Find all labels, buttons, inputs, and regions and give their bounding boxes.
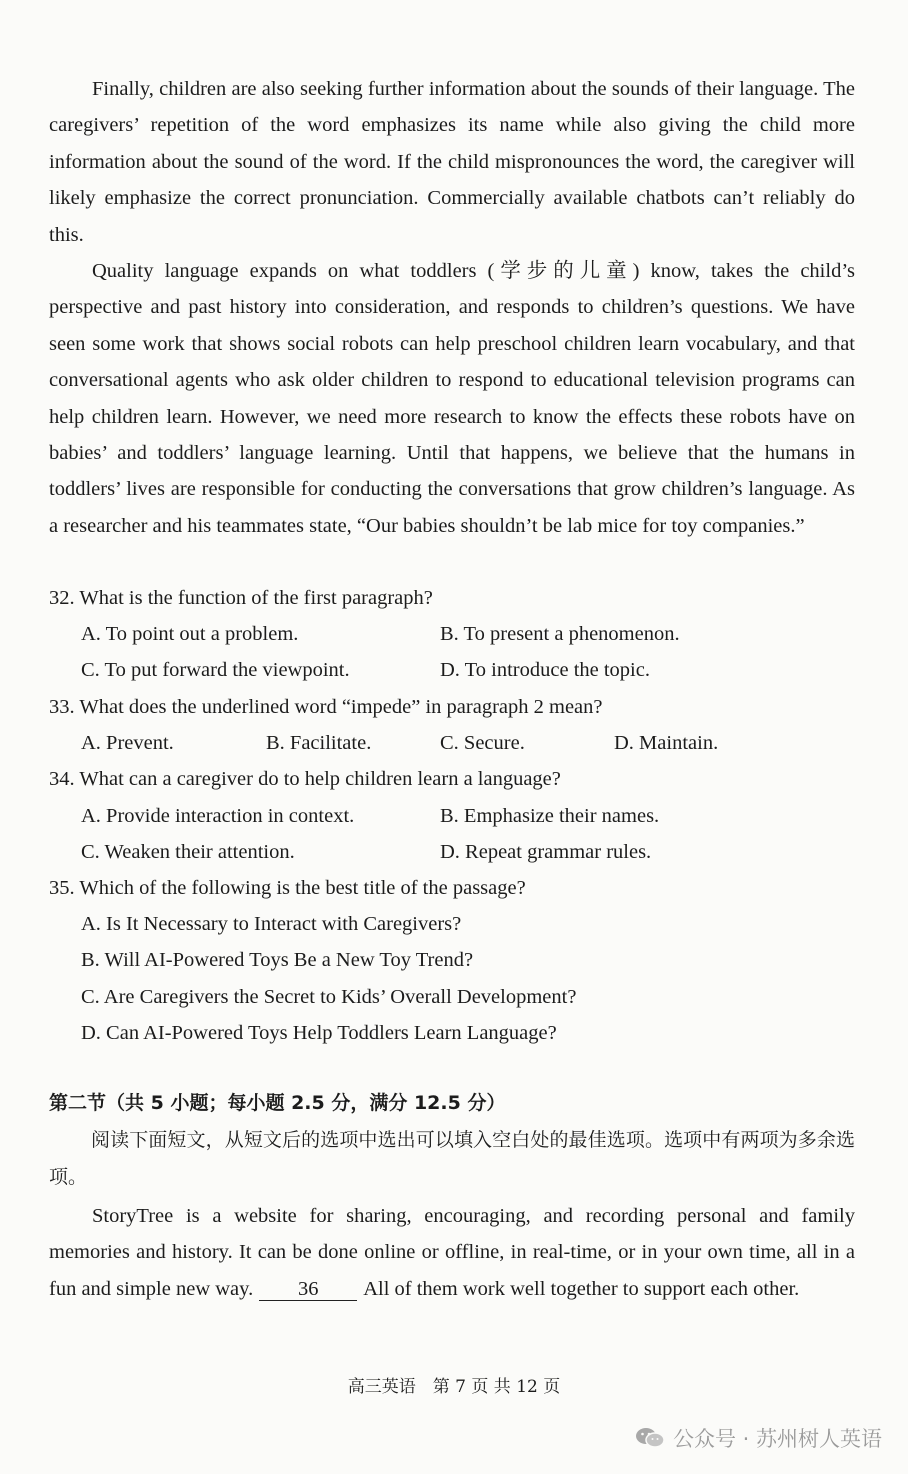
question-34-option-c[interactable]: C. Weaken their attention.: [81, 841, 295, 863]
storytree-text-before: StoryTree is a website for sharing, encouraging, and recording personal and family memories and history. It can be done online or offline, in real-time, or in your own time, all in a fun and simple new way.: [49, 1205, 855, 1300]
question-33-option-a[interactable]: A. Prevent.: [81, 732, 174, 754]
page-footer: 高三英语 第 7 页 共 12 页: [347, 1377, 561, 1397]
storytree-text-after: All of them work well together to support each other.: [363, 1277, 800, 1300]
question-35-option-a[interactable]: A. Is It Necessary to Interact with Caregivers?: [81, 913, 462, 935]
question-34-option-a[interactable]: A. Provide interaction in context.: [81, 805, 355, 827]
question-35-option-b[interactable]: B. Will AI-Powered Toys Be a New Toy Trend?: [81, 949, 474, 971]
question-34-option-d[interactable]: D. Repeat grammar rules.: [440, 841, 652, 863]
section-2-heading: 第二节（共 5 小题；每小题 2.5 分，满分 12.5 分）: [49, 1092, 506, 1114]
wechat-icon: [635, 1426, 665, 1450]
question-33-stem: 33. What does the underlined word “impede” in paragraph 2 mean?: [49, 696, 603, 718]
watermark-text: 公众号 · 苏州树人英语: [672, 1427, 882, 1451]
question-32-option-d[interactable]: D. To introduce the topic.: [440, 659, 650, 681]
question-33-option-b[interactable]: B. Facilitate.: [266, 732, 372, 754]
question-33-option-c[interactable]: C. Secure.: [440, 732, 525, 754]
blank-36[interactable]: 36: [259, 1278, 357, 1301]
storytree-paragraph: [49, 1198, 855, 1307]
question-35-option-d[interactable]: D. Can AI-Powered Toys Help Toddlers Learn Language?: [81, 1022, 557, 1044]
section-2-instruction: 阅读下面短文，从短文后的选项中选出可以填入空白处的最佳选项。选项中有两项为多余选项。: [49, 1129, 855, 1188]
question-32-option-c[interactable]: C. To put forward the viewpoint.: [81, 659, 350, 681]
passage-paragraph-2: Quality language expands on what toddlers (学步的儿童) know, takes the child’s perspective and past history into consideration, and responds to children’s questions. We have seen some work that shows social robots can help preschool children learn vocabulary, and that conversational agents who ask older children to respond to educational television programs can help children learn. However, we need more research to know the effects these robots have on babies’ and toddlers’ language learning. Until that happens, we believe that the humans in toddlers’ lives are responsible for conducting the conversations that grow children’s language. As a researcher and his teammates state, “Our babies shouldn’t be lab mice for toy companies.”: [49, 260, 855, 537]
question-32-option-b[interactable]: B. To present a phenomenon.: [440, 623, 680, 645]
question-33-option-d[interactable]: D. Maintain.: [614, 732, 719, 754]
question-32-stem: 32. What is the function of the first paragraph?: [49, 587, 433, 609]
question-32-option-a[interactable]: A. To point out a problem.: [81, 623, 299, 645]
passage-paragraph-1: Finally, children are also seeking further information about the sounds of their language. The caregivers’ repetition of the word emphasizes its name while also giving the child more information about the sound of the word. If the child mispronounces the word, the caregiver will likely emphasize the correct pronunciation. Commercially available chatbots can’t reliably do this.: [49, 78, 855, 246]
question-34-option-b[interactable]: B. Emphasize their names.: [440, 805, 660, 827]
watermark: [635, 1423, 882, 1453]
question-35-stem: 35. Which of the following is the best title of the passage?: [49, 877, 526, 899]
question-35-option-c[interactable]: C. Are Caregivers the Secret to Kids’ Overall Development?: [81, 986, 577, 1008]
question-34-stem: 34. What can a caregiver do to help children learn a language?: [49, 768, 561, 790]
